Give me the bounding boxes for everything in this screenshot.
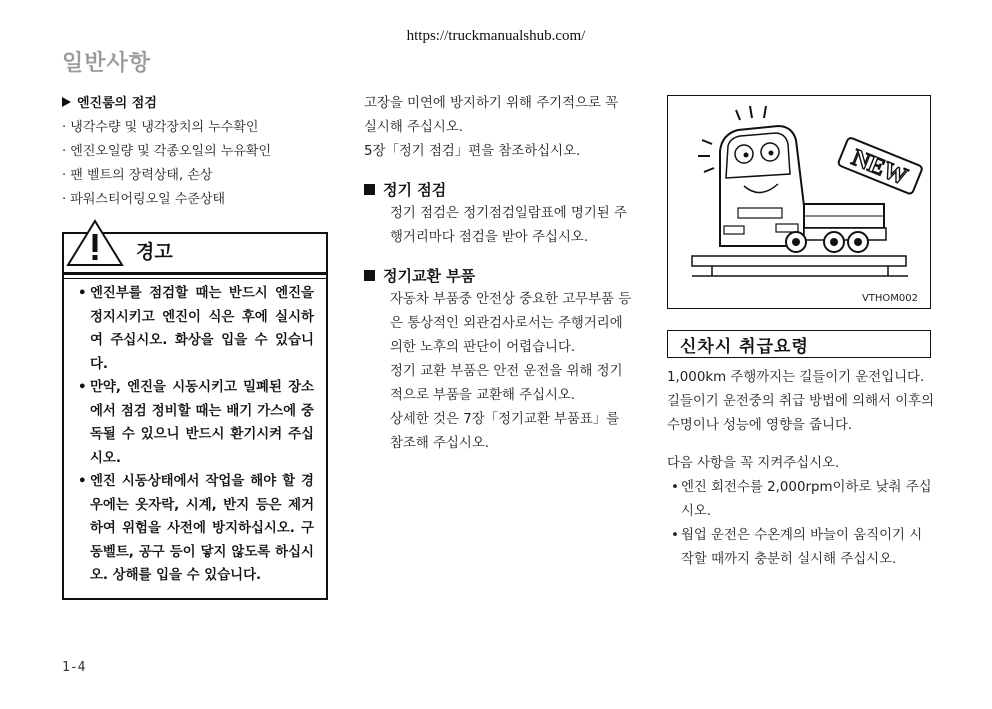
maintenance-column	[364, 92, 632, 456]
instruction-list	[667, 476, 935, 572]
warning-divider	[64, 272, 326, 275]
section-title: 일반사항	[62, 51, 152, 76]
replacement-text-1: 자동차 부품중 안전상 중요한 고무부품 등은 통상적인 외관검사로서는 주행거리에 의한 노후의 판단이 어렵습니다.	[390, 292, 632, 355]
engine-check-item: · 팬 벨트의 장력상태, 손상	[62, 168, 213, 183]
warning-title: 경고	[136, 241, 173, 263]
intro-reference: 5장「정기 점검」편을 참조하십시오.	[364, 144, 581, 159]
source-url[interactable]: https://truckmanualshub.com/	[406, 28, 586, 44]
engine-check-item: · 냉각수량 및 냉각장치의 누수확인	[62, 120, 259, 135]
engine-check-heading: 엔진룸의 점검	[62, 92, 332, 116]
warning-item: • 엔진 시동상태에서 작업을 해야 할 경우에는 옷자락, 시계, 반지 등은 제거하여 위험을 사전에 방지하십시오. 구동벨트, 공구 등이 닿지 않도록 하십시오. 상해를 입을 수 있습니다.	[78, 470, 314, 588]
engine-check-item: · 파워스티어링오일 수준상태	[62, 192, 226, 207]
replacement-text-2: 정기 교환 부품은 안전 운전을 위해 정기적으로 부품을 교환해 주십시오.	[390, 364, 623, 403]
instruction-item: • 웜업 운전은 수온계의 바늘이 움직이기 시작할 때까지 충분히 실시해 주십시오.	[667, 524, 935, 572]
svg-text:NEW: NEW	[848, 144, 911, 191]
regular-check-heading: 정기 점검	[364, 178, 632, 202]
intro-text: 고장을 미연에 방지하기 위해 주기적으로 꼭 실시해 주십시오.	[364, 96, 619, 135]
engine-check-item: · 엔진오일량 및 각종오일의 누유확인	[62, 144, 272, 159]
instruction-item: • 엔진 회전수를 2,000rpm이하로 낮춰 주십시오.	[667, 476, 935, 524]
image-caption: VTHOM002	[861, 293, 918, 304]
warning-divider-thin	[64, 278, 326, 279]
square-bullet-icon	[364, 184, 375, 195]
break-in-effect-text: 길들이기 운전중의 취급 방법에 의해서 이후의 수명이나 성능에 영향을 줍니다.	[667, 394, 935, 433]
new-badge	[838, 137, 923, 195]
page-number: 1-4	[62, 660, 86, 675]
triangle-bullet-icon	[62, 97, 71, 107]
break-in-text: 1,000km 주행까지는 길들이기 운전입니다.	[667, 370, 925, 385]
truck-drawing	[668, 96, 930, 308]
regular-check-text: 정기 점검은 정기점검일람표에 명기된 주행거리마다 점검을 받아 주십시오.	[390, 206, 627, 245]
engine-check-section	[62, 92, 332, 212]
instructions-intro: 다음 사항을 꼭 지켜주십시오.	[667, 456, 840, 471]
replacement-parts-heading: 정기교환 부품	[364, 264, 632, 288]
warning-triangle-icon	[66, 218, 124, 268]
new-vehicle-title-box	[667, 330, 931, 358]
new-vehicle-title: 신차시 취급요령	[680, 337, 809, 357]
warning-list	[78, 282, 314, 588]
square-bullet-icon	[364, 270, 375, 281]
warning-item: • 엔진부를 점검할 때는 반드시 엔진을 정지시키고 엔진이 식은 후에 실시하여 주십시오. 화상을 입을 수 있습니다.	[78, 282, 314, 376]
new-truck-illustration	[667, 95, 931, 309]
replacement-text-3: 상세한 것은 7장「정기교환 부품표」를 참조해 주십시오.	[390, 412, 620, 451]
warning-box	[62, 232, 328, 600]
warning-item: • 만약, 엔진을 시동시키고 밀폐된 장소에서 점검 정비할 때는 배기 가스에 중독될 수 있으니 반드시 환기시켜 주십시오.	[78, 376, 314, 470]
new-vehicle-column	[667, 366, 935, 572]
